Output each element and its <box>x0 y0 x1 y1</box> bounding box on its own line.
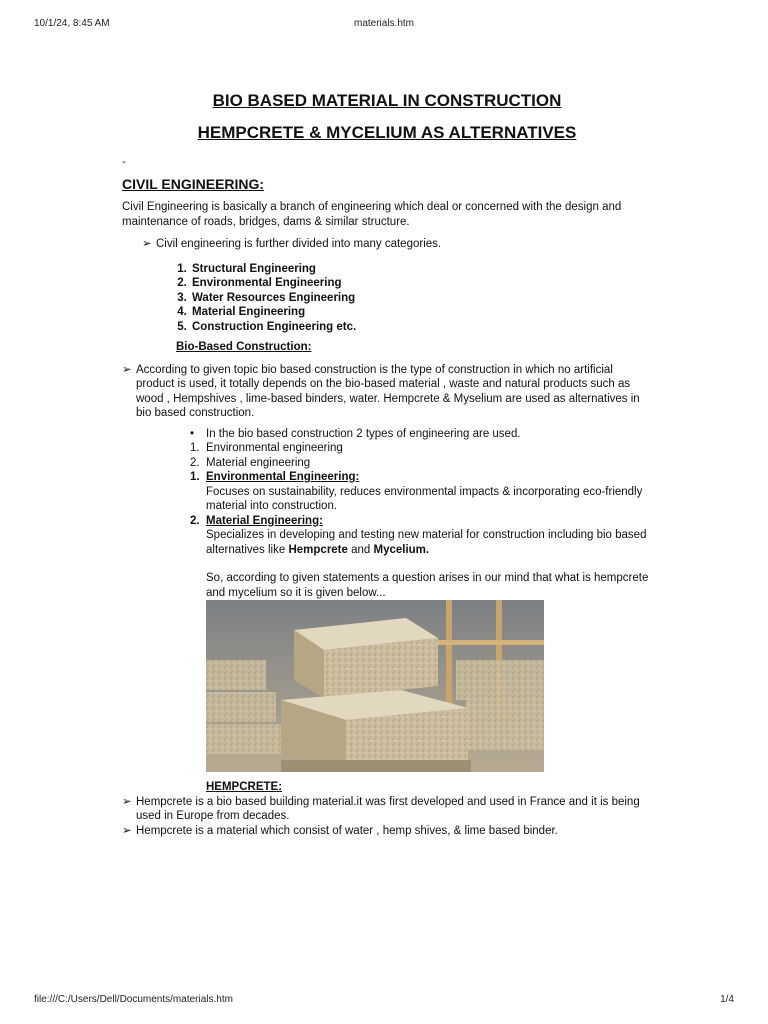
print-file-path: file:///C:/Users/Dell/Documents/materials.htm <box>34 994 233 1005</box>
hempcrete-blocks-photo <box>206 600 544 772</box>
env-engineering-heading: Environmental Engineering: <box>206 471 360 483</box>
arrow-bullet-icon: ➢ <box>142 238 152 250</box>
hempcrete-heading: HEMPCRETE: <box>206 781 283 793</box>
bullet-row: • In the bio based construction 2 types of engineering are used. <box>190 427 521 440</box>
engineering-types-block <box>190 427 652 601</box>
arrow-item-text: According to given topic bio based construction is the type of construction in which no artificial product is used, it totally depends on the bio-based material , waste and natural products such as wood , Hempshives , lime-based binders, water. Hempcrete & Myselium are used as alternatives in bio based construction. <box>136 363 640 419</box>
env-engineering-item: 1. Environmental Engineering: <box>190 471 360 483</box>
arrow-item-hemp2 <box>122 824 652 839</box>
civil-engineering-paragraph: Civil Engineering is basically a branch of engineering which deal or concerned with the design and maintenance of roads, bridges, dams & similar structure. <box>122 201 622 228</box>
list-item: 2. Material engineering <box>190 456 311 469</box>
document-subtitle: HEMPCRETE & MYCELIUM AS ALTERNATIVES <box>197 123 577 142</box>
list-item: 1. Structural Engineering <box>190 262 652 277</box>
arrow-bullet-icon: ➢ <box>122 363 132 376</box>
document-page <box>122 90 652 838</box>
list-item: 3. Water Resources Engineering <box>190 291 652 306</box>
hempcrete-blocks-illustration <box>206 600 544 772</box>
arrow-item-text: Hempcrete is a material which consist of water , hemp shives, & lime based binder. <box>136 824 558 837</box>
list-item: 5. Construction Engineering etc. <box>190 320 652 335</box>
env-engineering-desc: Focuses on sustainability, reduces environmental impacts & incorporating eco-friendly material into construction. <box>206 485 643 512</box>
dot-bullet-icon: • <box>190 427 195 440</box>
arrow-bullet-icon: ➢ <box>122 795 132 808</box>
civil-engineering-heading: CIVIL ENGINEERING: <box>122 176 265 192</box>
arrow-bullet-icon: ➢ <box>122 824 132 837</box>
arrow-item-hemp1 <box>122 795 652 824</box>
list-item: 4. Material Engineering <box>190 305 652 320</box>
arrow-item-text: Hempcrete is a bio based building material.it was first developed and used in France and it is being used in Europe from decades. <box>136 795 640 822</box>
mat-engineering-desc: Specializes in developing and testing new material for construction including bio based alternatives like Hempcrete and Mycelium. <box>206 529 647 556</box>
dash-mark: - <box>122 156 126 168</box>
print-datetime: 10/1/24, 8:45 AM <box>34 18 110 29</box>
mat-engineering-item: 2. Material Engineering: <box>190 514 323 527</box>
so-paragraph: So, according to given statements a question arises in our mind that what is hempcrete and mycelium so it is given below... <box>206 572 649 599</box>
list-item: 2. Environmental Engineering <box>190 276 652 291</box>
document-title: BIO BASED MATERIAL IN CONSTRUCTION <box>212 91 562 110</box>
print-file-title: materials.htm <box>353 18 414 29</box>
list-item: 1. Environmental engineering <box>190 442 343 454</box>
arrow-item-categories <box>142 237 652 252</box>
print-page-number: 1/4 <box>720 994 734 1005</box>
bio-based-construction-heading: Bio-Based Construction: <box>176 341 312 353</box>
arrow-item-bio-based <box>122 363 652 421</box>
categories-list <box>122 262 652 335</box>
arrow-item-text: Civil engineering is further divided into many categories. <box>156 238 442 250</box>
mat-engineering-heading: Material Engineering: <box>206 514 323 527</box>
